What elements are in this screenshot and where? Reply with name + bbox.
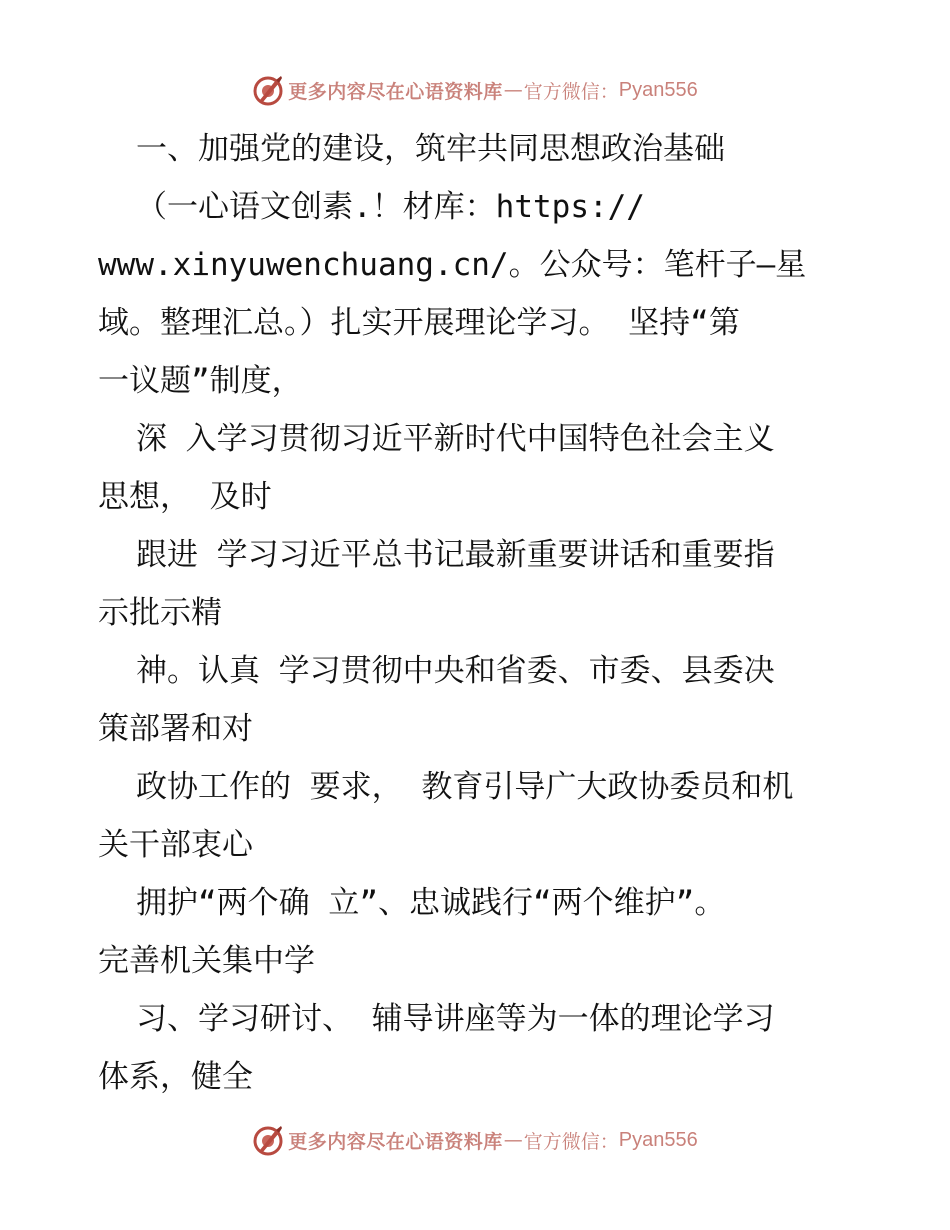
- body-line: 示批示精: [98, 595, 222, 631]
- body-line: （一心语文创素.！材库：https://: [136, 189, 645, 225]
- body-line: 神。认真 学习贯彻中央和省委、市委、县委决: [136, 653, 775, 689]
- banner-dash: —: [503, 1129, 523, 1151]
- body-line: 体系，健全: [98, 1059, 253, 1095]
- body-line: www.xinyuwenchuang.cn/。公众号：笔杆子—星: [98, 247, 807, 283]
- body-line: 策部署和对: [98, 711, 253, 747]
- body-line: 习、学习研讨、 辅导讲座等为一体的理论学习: [136, 1001, 775, 1037]
- brand-name: 更多内容尽在心语资料库: [288, 80, 503, 103]
- body-line: 思想， 及时: [98, 479, 272, 515]
- wechat-id: Pyan556: [618, 78, 698, 101]
- brand-logo-icon: [252, 1124, 284, 1156]
- body-line: 拥护“两个确 立”、忠诚践行“两个维护”。: [136, 885, 726, 921]
- body-line: 关干部衷心: [98, 827, 253, 863]
- wechat-label: 官方微信：: [523, 1130, 619, 1153]
- brand-logo-icon: [252, 74, 284, 106]
- body-line: 深 入学习贯彻习近平新时代中国特色社会主义: [136, 421, 775, 457]
- body-line: 一议题”制度，: [98, 363, 303, 399]
- wechat-id: Pyan556: [618, 1128, 698, 1151]
- body-line: 政协工作的 要求， 教育引导广大政协委员和机: [136, 769, 794, 805]
- banner-dash: —: [503, 79, 523, 101]
- body-text: [98, 120, 868, 1106]
- footer-banner: [0, 1120, 950, 1160]
- body-line: 域。整理汇总。）扎实开展理论学习。 坚持“第: [98, 305, 740, 341]
- body-line: 跟进 学习习近平总书记最新重要讲话和重要指: [136, 537, 775, 573]
- body-line: 完善机关集中学: [98, 943, 315, 979]
- wechat-label: 官方微信：: [523, 80, 619, 103]
- brand-name: 更多内容尽在心语资料库: [288, 1130, 503, 1153]
- header-banner: [0, 70, 950, 110]
- body-line: 一、加强党的建设，筑牢共同思想政治基础: [136, 131, 725, 167]
